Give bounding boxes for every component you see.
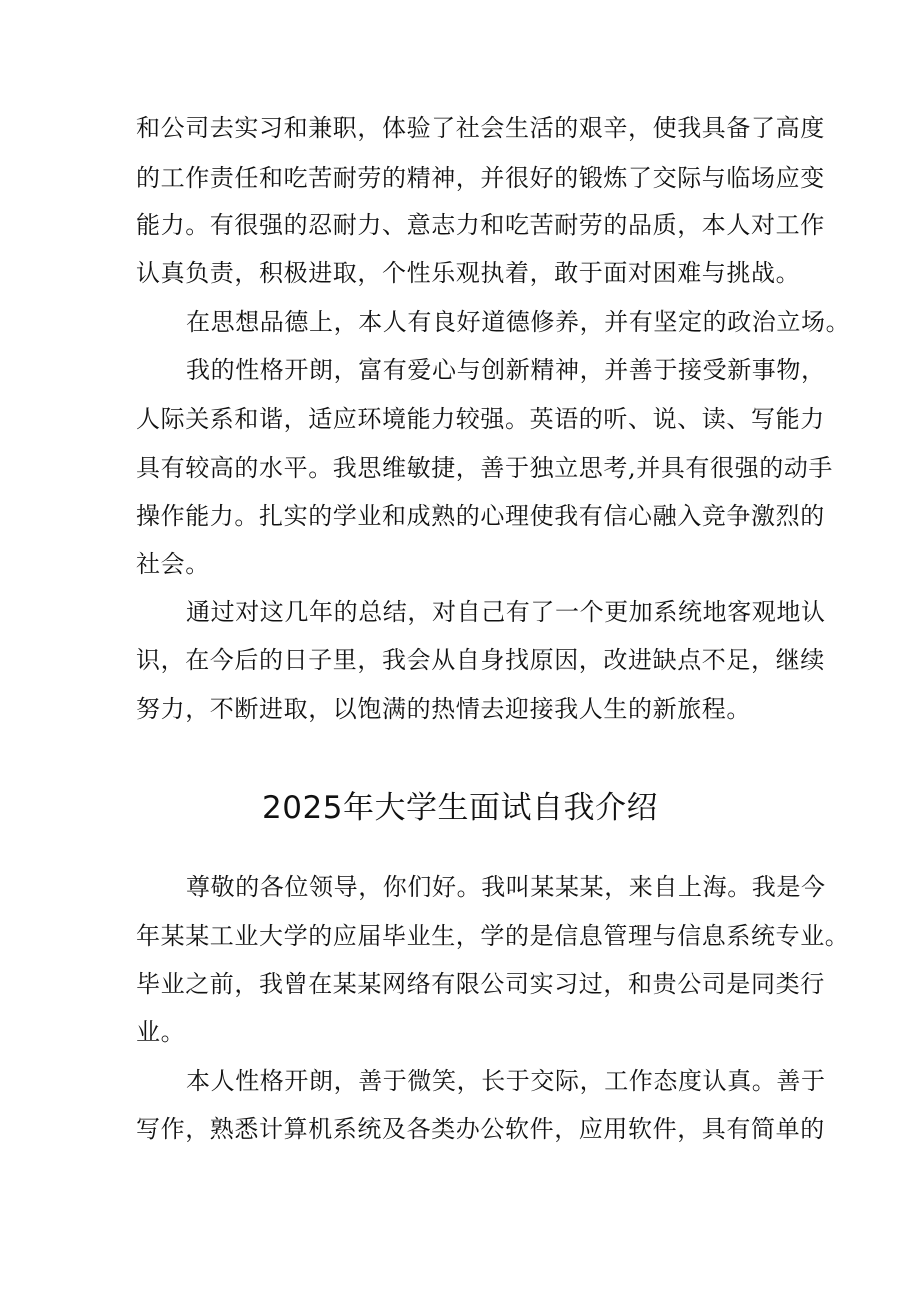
paragraph-line: 和公司去实习和兼职，体验了社会生活的艰辛，使我具备了高度: [136, 114, 825, 142]
paragraph-line: 写作，熟悉计算机系统及各类办公软件，应用软件，具有简单的: [136, 1115, 825, 1143]
paragraph-line: 识，在今后的日子里，我会从自身找原因，改进缺点不足，继续: [136, 646, 825, 674]
paragraph-line: 认真负责，积极进取，个性乐观执着，敢于面对困难与挑战。: [136, 259, 801, 287]
paragraph-line: 本人性格开朗，善于微笑，长于交际，工作态度认真。善于: [186, 1067, 826, 1095]
paragraph-line: 业。: [136, 1018, 186, 1046]
paragraph-line: 年某某工业大学的应届毕业生，学的是信息管理与信息系统专业。: [136, 922, 850, 950]
paragraph-line: 毕业之前，我曾在某某网络有限公司实习过，和贵公司是同类行: [136, 970, 825, 998]
paragraph-line: 努力，不断进取，以饱满的热情去迎接我人生的新旅程。: [136, 695, 751, 723]
paragraph-line: 人际关系和谐，适应环境能力较强。英语的听、说、读、写能力: [136, 405, 825, 433]
page-title: 2025年大学生面试自我介绍: [262, 790, 658, 826]
paragraph-line: 能力。有很强的忍耐力、意志力和吃苦耐劳的品质，本人对工作: [136, 211, 825, 239]
paragraph-line: 的工作责任和吃苦耐劳的精神，并很好的锻炼了交际与临场应变: [136, 164, 825, 192]
paragraph-line: 社会。: [136, 550, 210, 578]
paragraph-line: 通过对这几年的总结，对自己有了一个更加系统地客观地认: [186, 598, 826, 626]
paragraph-line: 操作能力。扎实的学业和成熟的心理使我有信心融入竞争激烈的: [136, 502, 825, 530]
paragraph-line: 具有较高的水平。我思维敏捷，善于独立思考,并具有很强的动手: [136, 454, 834, 482]
paragraph-line: 在思想品德上，本人有良好道德修养，并有坚定的政治立场。: [186, 308, 851, 336]
paragraph-line: 尊敬的各位领导，你们好。我叫某某某，来自上海。我是今: [186, 873, 826, 901]
paragraph-line: 我的性格开朗，富有爱心与创新精神，并善于接受新事物，: [186, 356, 826, 384]
